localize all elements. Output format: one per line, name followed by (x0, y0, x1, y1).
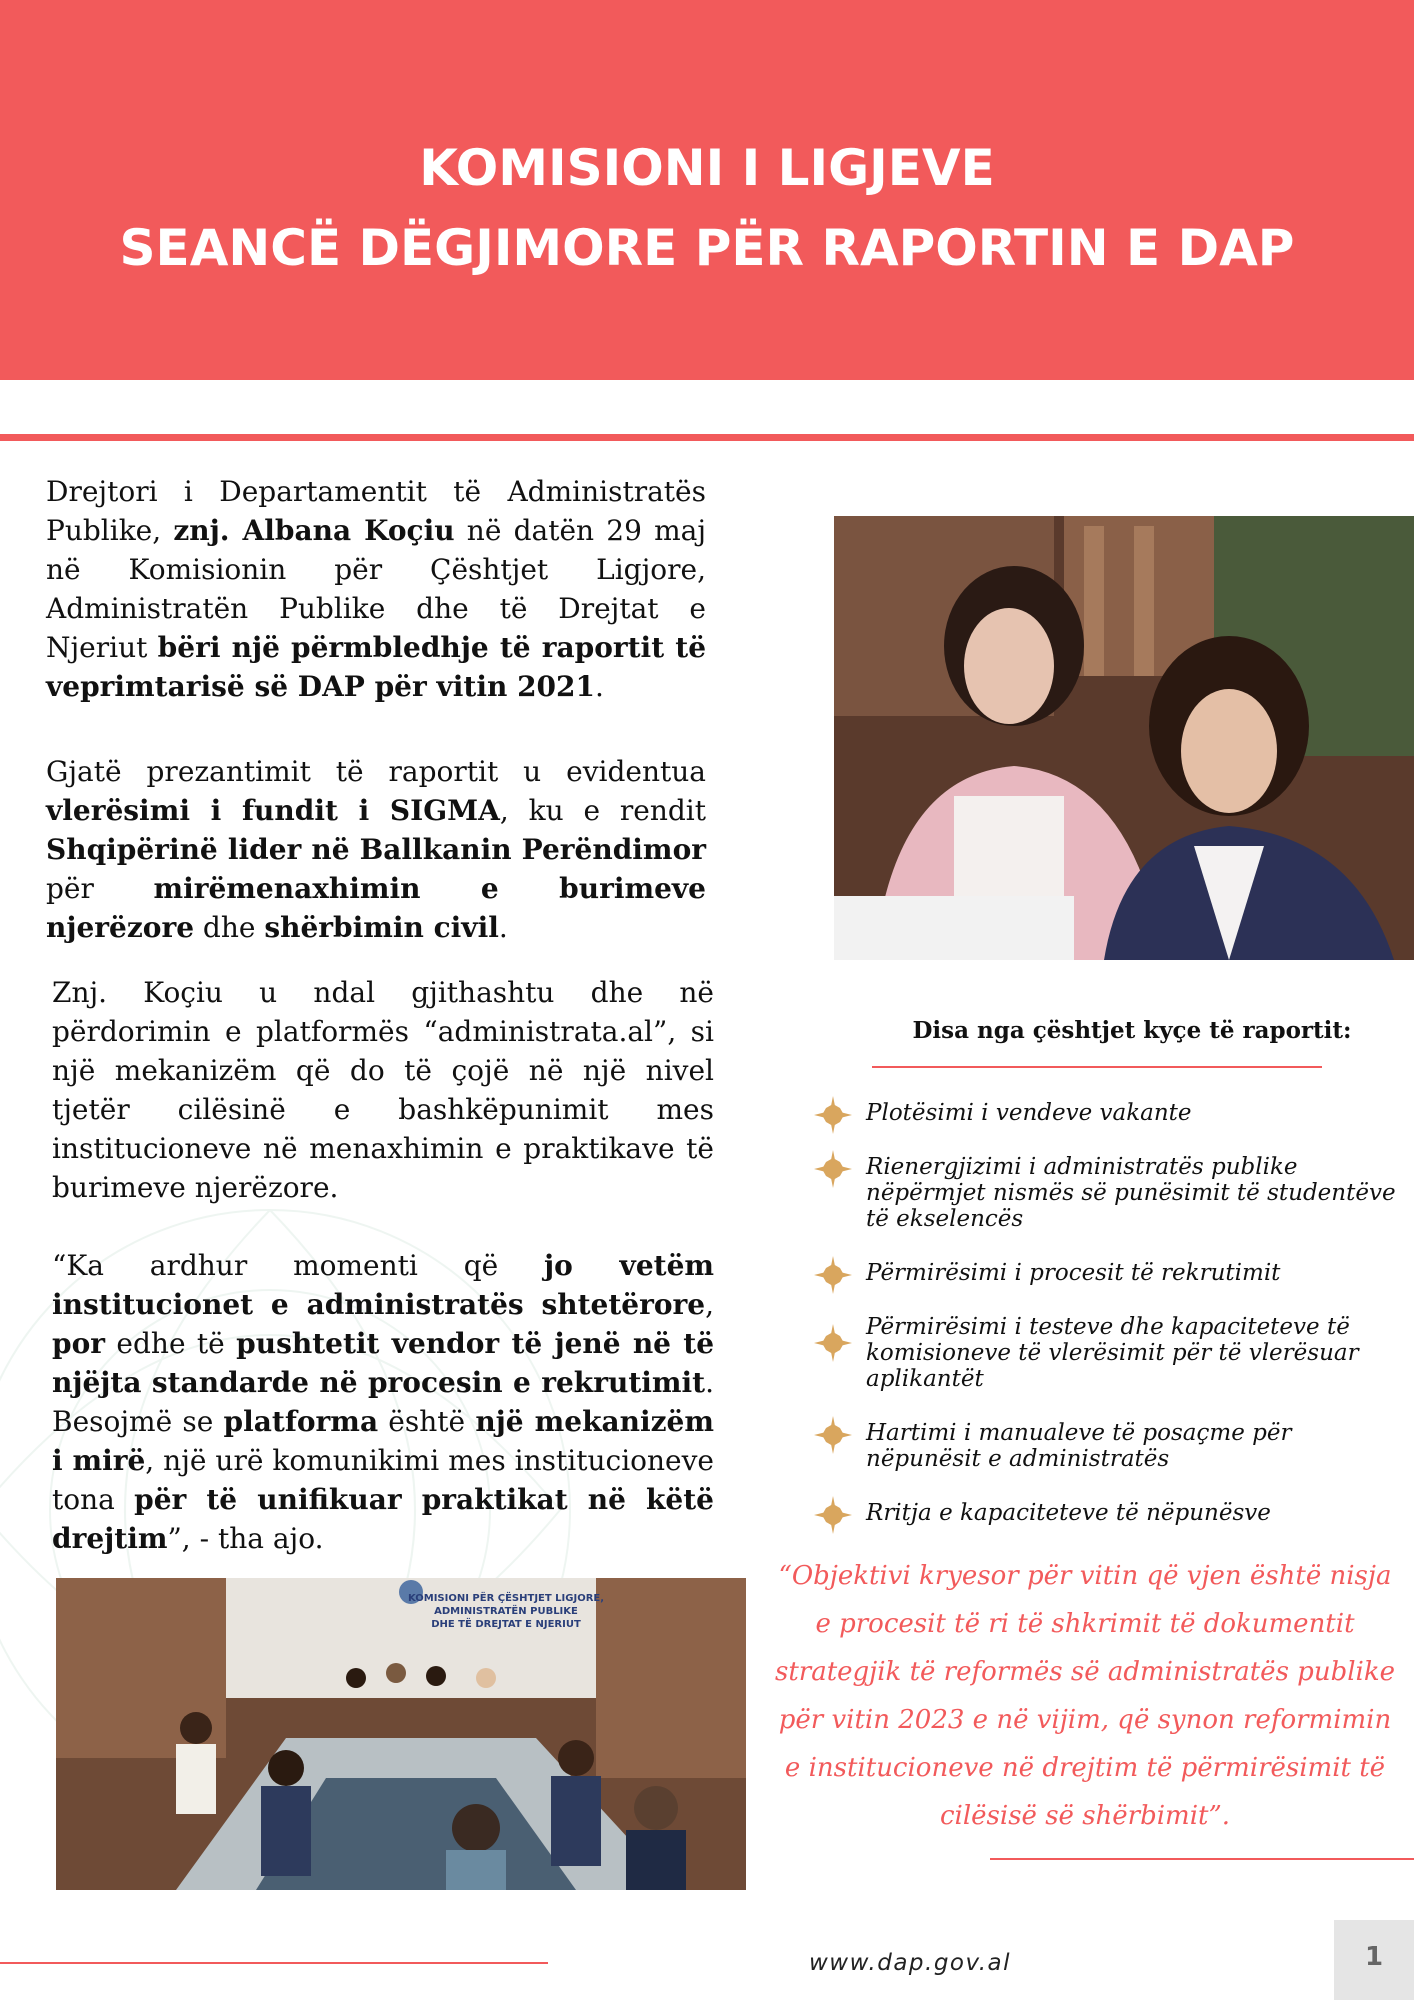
key-point-text: Përmirësimi i testeve dhe kapaciteteve të komisioneve të vlerësimit për të vlerësuar aplikantët (866, 1314, 1359, 1392)
intro-paragraph-2 (46, 752, 706, 947)
photo-speakers (834, 516, 1414, 960)
text-bold: për të unifikuar praktikat në këtë drejtim (52, 1483, 714, 1555)
key-points-list (812, 1100, 1412, 1526)
text-run: , (705, 1288, 714, 1321)
text-run: edhe të (105, 1327, 237, 1360)
text-run: “Ka ardhur momenti që (52, 1249, 545, 1282)
text-run: , ku e rendit (499, 794, 707, 827)
text-bold: mirëmenaxhimin e burimeve njerëzore (46, 872, 706, 944)
star-bullet-icon (812, 1322, 854, 1364)
text-run: . (498, 911, 508, 944)
text-run: për (46, 872, 154, 905)
key-points-divider (872, 1066, 1322, 1068)
text-bold: Shqipërinë lider në Ballkanin Perëndimor (46, 833, 706, 866)
text-run: Drejtori i Departamentit të Administratës Publike, (46, 475, 706, 547)
page-number: 1 (1364, 1942, 1384, 1972)
key-point-text: Hartimi i manualeve të posaçme për nëpunësit e administratës (866, 1420, 1292, 1472)
page-title (0, 128, 1414, 288)
list-item (812, 1260, 1412, 1286)
meeting-wall-sign (356, 1592, 656, 1631)
text-bold: jo vetëm institucionet e administratës shtetërore (52, 1249, 715, 1321)
list-item (812, 1420, 1412, 1472)
key-point-text: Plotësimi i vendeve vakante (866, 1100, 1192, 1126)
text-bold: platforma (223, 1405, 379, 1438)
text-bold: vlerësimi i fundit i SIGMA (46, 794, 500, 827)
highlight-quote: “Objektivi kryesor për vitin që vjen është nisja e procesit të ri të shkrimit të dokumentit strategjik të reformës së administratës publike për vitin 2023 e në vijim, që synon reformimin e institucioneve në drejtim të përmirësimit të cilësisë së shërbimit”. (774, 1561, 1395, 1831)
list-item (812, 1314, 1412, 1392)
photo-committee-meeting (56, 1578, 746, 1890)
key-point-text: Rienergjizimi i administratës publike nëpërmjet nismës së punësimit të studentëve të ekselencës (866, 1154, 1396, 1232)
text-bold: pushtetit vendor të jenë në të njëjta standarde në procesin e rekrutimit (52, 1327, 715, 1399)
header-banner (0, 0, 1414, 380)
list-item (812, 1154, 1412, 1232)
text-run: në datën 29 maj në Komisionin për Çështjet Ligjore, Administratën Publike dhe të Drejtat e Njeriut (46, 514, 707, 664)
sign-line-2: ADMINISTRATËN PUBLIKE (434, 1606, 578, 1617)
text-run: . Besojmë se (52, 1366, 714, 1438)
footer-website-link[interactable]: www.dap.gov.al (808, 1950, 1012, 1976)
title-line-2: SEANCË DËGJIMORE PËR RAPORTIN E DAP (119, 219, 1295, 277)
text-bold: por (52, 1327, 106, 1360)
intro-paragraph-1 (46, 472, 706, 706)
header-divider (0, 434, 1414, 441)
key-point-text: Rritja e kapaciteteve të nëpunësve (866, 1500, 1271, 1526)
star-bullet-icon (812, 1094, 854, 1136)
footer-divider (0, 1962, 548, 1964)
title-line-1: KOMISIONI I LIGJEVE (419, 139, 995, 197)
intro-paragraph-4 (52, 1246, 714, 1558)
text-run: , një urë komunikimi mes institucioneve tona (52, 1444, 715, 1516)
key-points-title: Disa nga çështjet kyçe të raportit: (912, 1017, 1352, 1044)
text-run: ”, - tha ajo. (167, 1522, 324, 1555)
text-bold: bëri një përmbledhje të raportit të veprimtarisë së DAP për vitin 2021 (46, 631, 707, 703)
text-run: është (378, 1405, 476, 1438)
quote-divider (990, 1858, 1414, 1860)
sign-line-3: DHE TË DREJTAT E NJERIUT (431, 1619, 581, 1630)
text-bold: shërbimin civil (264, 911, 499, 944)
star-bullet-icon (812, 1494, 854, 1536)
star-bullet-icon (812, 1148, 854, 1190)
text-bold: një mekanizëm i mirë (52, 1405, 714, 1477)
sign-line-1: KOMISIONI PËR ÇËSHTJET LIGJORE, (407, 1593, 605, 1604)
star-bullet-icon (812, 1414, 854, 1456)
key-point-text: Përmirësimi i procesit të rekrutimit (866, 1260, 1281, 1286)
text-run: dhe (194, 911, 265, 944)
list-item (812, 1100, 1412, 1126)
text-run: Gjatë prezantimit të raportit u evidentua (46, 755, 706, 788)
star-bullet-icon (812, 1254, 854, 1296)
text-run: . (595, 670, 604, 703)
intro-paragraph-3: Znj. Koçiu u ndal gjithashtu dhe në përdorimin e platformës “administrata.al”, si një mekanizëm që do të çojë në një nivel tjetër cilësinë e bashkëpunimit mes institucioneve në menaxhimin e praktikave të burimeve njerëzore. (52, 976, 714, 1204)
text-bold: znj. Albana Koçiu (173, 514, 455, 547)
list-item (812, 1500, 1412, 1526)
page-number-box (1334, 1920, 1414, 2000)
